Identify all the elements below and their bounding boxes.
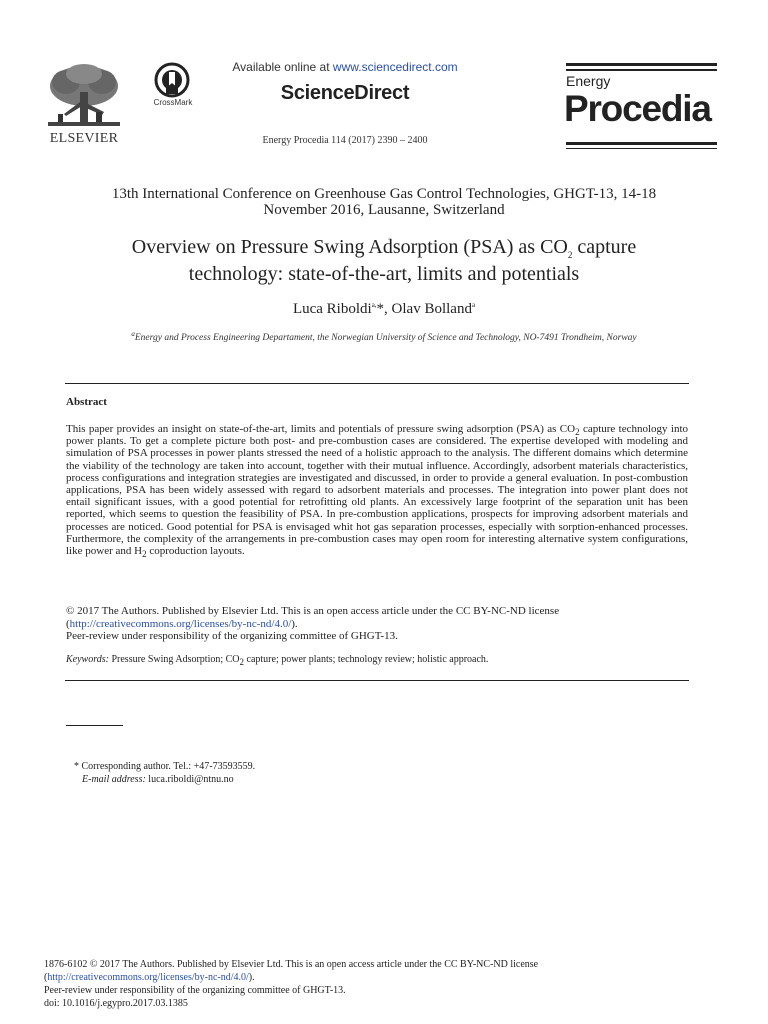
journal-rule (566, 148, 717, 149)
keywords (66, 654, 688, 665)
conference-line: 13th International Conference on Greenhouse Gas Control Technologies, GHGT-13, 14-18 (111, 186, 657, 202)
abstract-bottom-rule (65, 680, 689, 681)
peer-review-line: Peer-review under responsibility of the organizing committee of GHGT-13. (66, 630, 398, 642)
sciencedirect-logo: ScienceDirect (280, 82, 410, 104)
journal-rule (566, 142, 717, 145)
affiliation-mark: a (131, 329, 135, 338)
author-name: , Olav Bolland (384, 301, 472, 317)
abstract-subscript: 2 (142, 549, 147, 560)
publisher-name: ELSEVIER (49, 131, 119, 146)
keywords-text: capture; power plants; technology review; holistic approach. (244, 654, 489, 665)
affiliation (60, 329, 708, 343)
author-affiliation-mark: a (471, 301, 476, 309)
footnote (74, 760, 574, 786)
license-paren: ( (66, 617, 70, 630)
footer-paren: ). (248, 972, 255, 983)
available-prefix: Available online at (232, 60, 333, 74)
journal-rule (566, 63, 717, 66)
footer-license: 1876-6102 © 2017 The Authors. Published by Elsevier Ltd. This is an open access article under the CC BY-NC-ND license (44, 959, 539, 970)
corresponding-author: * Corresponding author. Tel.: +47-73593559. (74, 761, 256, 772)
sciencedirect-link[interactable]: www.sciencedirect.com (332, 60, 458, 74)
affiliation-text: Energy and Process Engineering Departament, the Norwegian University of Science and Technology, NO-7491 Trondheim, Norway (134, 333, 637, 343)
abstract-subscript: 2 (575, 427, 580, 438)
author-name: Luca Riboldi (292, 301, 372, 317)
page-footer (44, 958, 664, 1010)
title-text: capture (572, 236, 637, 258)
title-text: Overview on Pressure Swing Adsorption (PSA) as CO (131, 236, 568, 258)
journal-rule (566, 69, 717, 71)
journal-citation: Energy Procedia 114 (2017) 2390 – 2400 (262, 135, 428, 146)
conference-info (70, 186, 698, 218)
license-line: © 2017 The Authors. Published by Elsevier Ltd. This is an open access article under the CC BY-NC-ND license (66, 605, 560, 617)
abstract-top-rule (65, 383, 689, 384)
footer-peer-review: Peer-review under responsibility of the organizing committee of GHGT-13. (44, 985, 346, 996)
keywords-label: Keywords: (66, 654, 109, 665)
journal-procedia-logo: Procedia (564, 88, 711, 129)
available-online (200, 60, 490, 74)
email-label: E-mail address: (82, 774, 146, 785)
abstract-text (66, 423, 688, 560)
title-line-2: technology: state-of-the-art, limits and potentials (188, 263, 580, 285)
journal-energy-label: Energy (566, 73, 611, 89)
footer-paren: ( (44, 972, 48, 983)
license-paren: ). (291, 617, 298, 630)
abstract-segment: This paper provides an insight on state-of-the-art, limits and potentials of pressure swing adsorption (PSA) as CO (66, 423, 576, 435)
conference-line: November 2016, Lausanne, Switzerland (263, 202, 505, 218)
author-affiliation-mark: a, (371, 301, 377, 309)
abstract-heading: Abstract (66, 396, 107, 408)
footer-license-link[interactable]: http://creativecommons.org/licenses/by-nc-nd/4.0/ (47, 972, 249, 983)
corresponding-mark: * (376, 301, 385, 317)
keywords-subscript: 2 (239, 657, 245, 667)
doi[interactable]: doi: 10.1016/j.egypro.2017.03.1385 (44, 998, 188, 1009)
elsevier-tree-logo (44, 62, 124, 130)
crossmark-label: CrossMark (153, 98, 193, 107)
license-block (66, 605, 688, 643)
title-subscript: 2 (567, 250, 573, 260)
footnote-rule (66, 725, 123, 726)
license-link[interactable]: http://creativecommons.org/licenses/by-nc-nd/4.0/ (69, 617, 292, 630)
abstract-segment: capture technology into power plants. To get a complete picture both post- and pre-combustion cases are considered. The expertise developed with modeling and simulation of PSA processes in power plants stressed the need of a holistic approach to the analysis. The different domains which determine the viability of the technology are taken into account, together with their mutual influence. Accordingly, adsorbent materials characteristics, process configurations and integration strategies are investigated and discussed, in order to provide a general evaluation. In post-combustion applications, PSA has been widely assessed with regard to adsorbent materials and processes. The integration into power plant does not entail significant issues, with a good potential for retrofitting old plants. An excessively large footprint of the separation unit has been reported, which seems to question the feasibility of PSA. In pre-combustion applications, prospects for improving adsorbent materials and processes are noticed. Good potential for PSA is envisaged whit hot gas separation processes, especially with sorption-enhanced processes. Furthermore, the complexity of the arrangements in pre-combustion cases may open room for interesting alternative system configurations, like power and H (66, 423, 688, 558)
keywords-text: Pressure Swing Adsorption; CO (108, 654, 240, 665)
paper-title (60, 234, 708, 288)
abstract-segment: coproduction layouts. (146, 545, 245, 558)
email-address[interactable]: luca.riboldi@ntnu.no (145, 774, 234, 785)
author-list (60, 301, 708, 318)
crossmark-icon[interactable] (154, 62, 190, 98)
